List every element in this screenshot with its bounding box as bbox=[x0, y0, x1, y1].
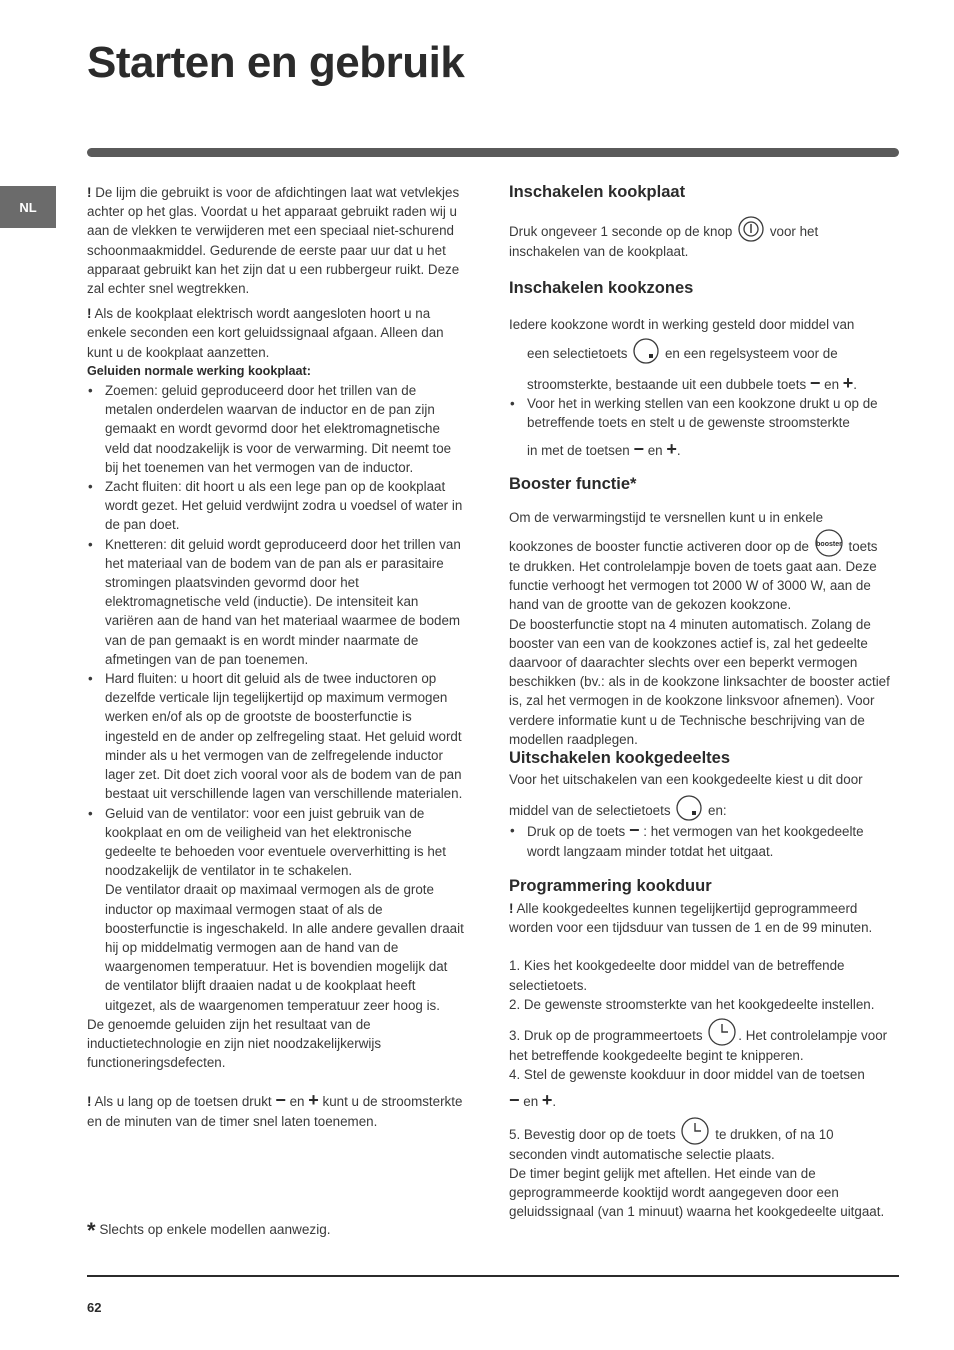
glue-note: ! De lijm die gebruikt is voor de afdichtingen laat wat vetvlekjes achter op het glas. Voordat u het apparaat gebruikt raden wij u aan de vlekken te verwijderen met een speciaal niet-schurend schoonmaakmiddel. Gedurende de eerste paar uur dat u het apparaat gebruikt kan het zijn dat u een rubbergeur ruikt. Deze zal echter snel wegtrekken. bbox=[87, 185, 460, 297]
fan-continuation: De ventilator draait op maximaal vermogen als de grote inductor op maximaal vermogen staat of als de boosterfunctie is ingeschakeld. In alle andere gevallen draait hij op middelmatig vermogen aan de hand van de waargenomen temperatuur. Het is bovendien mogelijk dat de ventilator blijft draaien nadat u de kookplaat heeft uitgezet, als de waargenomen temperatuur zeer hoog is. bbox=[105, 882, 464, 1013]
footnote: * Slechts op enkele modellen aanwezig. bbox=[87, 1218, 331, 1243]
plus-icon: + bbox=[541, 1089, 553, 1110]
list-item: • Hard fluiten: u hoort dit geluid als de twee inductoren op dezelfde verticale lijn tegelijkertijd op maximum vermogen werken en/of als op de grootste de boosterfunctie is ingesteld en de ander op zelfregeling staat. Het geluid wordt minder als u het vermogen van de zelfregelende inductor lager zet. Dit doet zich vooral voor als de bodem van de pan bestaat uit verschillende lagen van verschillende materialen. bbox=[87, 669, 465, 803]
footer-divider bbox=[87, 1275, 899, 1277]
long-press-note: ! Als u lang op de toetsen drukt − en + kunt u de stroomsterkte en de minuten van de timer snel laten toenemen. bbox=[87, 1090, 463, 1129]
plus-icon: + bbox=[308, 1090, 319, 1111]
svg-text:booster: booster bbox=[815, 541, 842, 549]
left-column bbox=[87, 183, 465, 1131]
minus-icon: − bbox=[275, 1090, 286, 1111]
switch-on-text: Druk ongeveer 1 seconde op de knop voor het inschakelen van de kookplaat. bbox=[509, 216, 891, 261]
list-item: • Zoemen: geluid geproduceerd door het trillen van de metalen onderdelen waarvan de inductor en de pan zijn gemaakt en wordt gevormd door het elektromagnetische veld dat noodzakelijk is voor de verwarming. Dit neemt toe bij het toenemen van het vermogen van de inductor. bbox=[87, 381, 465, 477]
power-icon bbox=[738, 216, 764, 242]
asterisk-mark: * bbox=[87, 1218, 96, 1243]
language-tab: NL bbox=[0, 186, 56, 228]
warning-mark: ! bbox=[87, 306, 92, 322]
list-item: • Knetteren: dit geluid wordt geproduceerd door het trillen van het materiaal van de bodem van de pan als er parasitaire stromingen plaatsvinden gevormd door het elektromagnetische veld (inductie). De intensiteit kan variëren aan de hand van het materiaal waarmee de bodem van de pan gemaakt is en wordt minder naarmate de afmetingen van de pan toenemen. bbox=[87, 535, 465, 669]
header-divider bbox=[87, 148, 899, 157]
section-title-programming: Programmering kookduur bbox=[509, 876, 712, 895]
list-item: • Zacht fluiten: dit hoort u als een lege pan op de kookplaat wordt gezet. Het geluid verdwijnt zodra u voedsel of water in de pan doet. bbox=[87, 477, 465, 535]
page-number: 62 bbox=[87, 1300, 102, 1315]
timer-icon bbox=[708, 1018, 736, 1046]
list-item: • Voor het in werking stellen van een kookzone drukt u op de betreffende toets en stelt u de gewenste stroomsterkte bbox=[509, 394, 891, 432]
minus-icon: − bbox=[629, 820, 640, 841]
warning-mark: ! bbox=[509, 901, 514, 917]
sounds-conclusion: De genoemde geluiden zijn het resultaat van de inductietechnologie en zijn niet noodzakelijkerwijs functioneringsdefecten. bbox=[87, 1016, 382, 1071]
page-title: Starten en gebruik bbox=[87, 38, 465, 87]
minus-icon: − bbox=[633, 439, 644, 460]
sounds-list bbox=[87, 381, 465, 880]
minus-icon: − bbox=[809, 372, 821, 393]
signal-note: ! Als de kookplaat elektrisch wordt aangesloten hoort u na enkele seconden een kort geluidssignaal afgaan. Alleen dan kunt u de kookplaat aanzetten. bbox=[87, 306, 444, 360]
warning-mark: ! bbox=[87, 185, 92, 200]
section-title-switch-off: Uitschakelen kookgedeeltes bbox=[509, 749, 731, 768]
plus-icon: + bbox=[842, 372, 854, 393]
section-title-zones: Inschakelen kookzones bbox=[509, 279, 694, 298]
selector-icon bbox=[633, 338, 659, 364]
plus-icon: + bbox=[666, 439, 677, 460]
list-item: • Geluid van de ventilator: voor een juist gebruik van de kookplaat en om de veiligheid van het elektronische gedeelte te behoeden voor eventuele oververhitting is het noodzakelijk de ventilator in te schakelen. bbox=[87, 804, 465, 881]
selector-icon bbox=[676, 795, 702, 821]
list-item: • Druk op de toets − : het vermogen van het kookgedeelte wordt langzaam minder totdat het uitgaat. bbox=[509, 821, 891, 860]
timer-icon bbox=[681, 1117, 709, 1145]
right-column: Inschakelen kookplaat Druk ongeveer 1 seconde op de knop voor het inschakelen van de kookplaat. Inschakelen kookzones Iedere kookzone wordt in werking gesteld door middel van een selectietoets en een regelsysteem voor de stroomsterkte, bestaande uit een dubbele toets − en +. • Voor het in werking stellen van een kookzone drukt u op de betreffende toets en stelt u de gewenste stroomsterkte in met de toetsen − en +. Booster functie* Om de verwarmingstijd te versnellen kunt u in enkele kookzones de booster functie activeren door op de booster toets te drukken. Het controlelampje boven de toets gaat aan. Deze functie verhoogt het vermogen tot 2000 W of 3000 W, aan de hand van de grootte van de gekozen kookzone. De boosterfunctie stopt na 4 minuten automatisch. Zolang de booster van een van de kookzones actief is, zal het gedeelte daarvoor of daarachter slechts over een beperkt vermogen beschikken (bv.: als in de kookzone linksachter de booster actief is, zal het vermogen in de kookzone linksvoor afnemen). Voor verdere informatie kunt u de Technische beschrijving van de modellen raadplegen. Uitschakelen kookgedeeltes Voor het uitschakelen van een kookgedeelte kiest u dit door middel van de selectietoets en: • Druk op de toets − : het vermogen van het kookgedeelte wordt langzaam minder totdat het uitgaat. Programmering kookduur ! Alle kookgedeeltes kunnen tegelijkertijd geprogrammeerd worden voor een tijdsduur van tussen de 1 en de 99 minuten. 1. Kies het kookgedeelte door middel van de betreffende selectietoets. 2. De gewenste stroomsterkte van het kookgedeelte instellen. 3. Druk op de programmeertoets . Het controlelampje voor het betreffende kookgedeelte begint te knipperen. 4. Stel de gewenste kookduur in door middel van de toetsen − en +. 5. Bevestig door op de toets te drukken, of na 10 seconden vindt automatische selectie plaats. De timer begint gelijk met aftellen. Het einde van de geprogrammeerde kooktijd wordt aangegeven door een geluidssignaal (van 1 minuut) waarna het kookgedeelte uitgaat. bbox=[509, 183, 891, 1222]
section-title-switch-on: Inschakelen kookplaat bbox=[509, 183, 686, 201]
minus-icon: − bbox=[509, 1089, 520, 1110]
warning-mark: ! bbox=[87, 1094, 92, 1110]
booster-icon bbox=[815, 529, 843, 557]
sounds-heading: Geluiden normale werking kookplaat: bbox=[87, 363, 311, 378]
section-title-booster: Booster functie* bbox=[509, 474, 637, 493]
